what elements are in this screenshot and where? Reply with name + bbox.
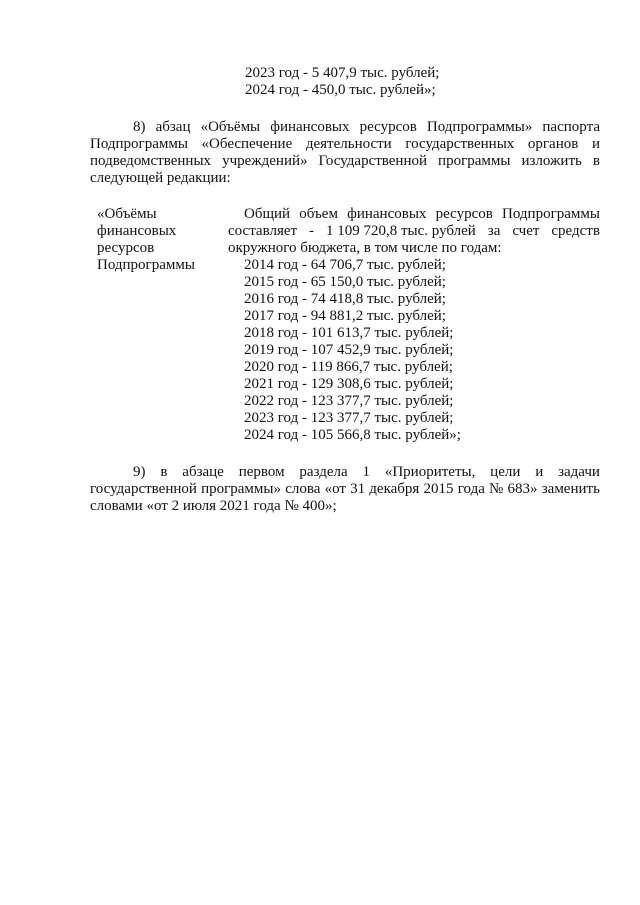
para9-line3: словами «от 2 июля 2021 года № 400»; bbox=[90, 498, 337, 514]
word: Подпрограммы bbox=[90, 136, 188, 152]
word: составляет bbox=[228, 223, 298, 239]
word: Государственной bbox=[318, 153, 428, 169]
word: цели bbox=[490, 464, 521, 480]
year-line-2020: 2020 год - 119 866,7 тыс. рублей; bbox=[244, 359, 453, 375]
top-year-line-2024: 2024 год - 450,0 тыс. рублей»; bbox=[245, 82, 436, 98]
word: в bbox=[160, 464, 168, 480]
year-line-2016: 2016 год - 74 418,8 тыс. рублей; bbox=[244, 291, 446, 307]
word: изложить bbox=[521, 153, 582, 169]
table-right-line3: окружного бюджета, в том числе по годам: bbox=[228, 240, 502, 256]
word: 9) bbox=[133, 464, 146, 480]
table-right-line1 bbox=[244, 206, 600, 223]
year-line-2024: 2024 год - 105 566,8 тыс. рублей»; bbox=[244, 427, 461, 443]
word: финансовых bbox=[347, 206, 427, 222]
word: Подпрограммы» bbox=[426, 119, 533, 135]
word: и bbox=[591, 136, 600, 152]
table-right-line2 bbox=[228, 223, 600, 240]
word: органов bbox=[527, 136, 579, 152]
word: в bbox=[592, 153, 600, 169]
table-left-cell bbox=[97, 206, 217, 274]
word: 683» bbox=[507, 481, 538, 497]
word: абзац bbox=[155, 119, 191, 135]
word: и bbox=[535, 464, 544, 480]
word: 8) bbox=[133, 119, 146, 135]
word: 31 bbox=[350, 481, 366, 497]
word: № bbox=[489, 481, 504, 497]
word: декабря bbox=[369, 481, 420, 497]
word: Подпрограммы bbox=[502, 206, 600, 222]
year-line-2015: 2015 год - 65 150,0 тыс. рублей; bbox=[244, 274, 446, 290]
word: 1 109 720,8 тыс. рублей bbox=[325, 223, 476, 239]
word: слова bbox=[285, 481, 321, 497]
year-line-2022: 2022 год - 123 377,7 тыс. рублей; bbox=[244, 393, 454, 409]
word: деятельности bbox=[305, 136, 392, 152]
word: - bbox=[309, 223, 315, 239]
word: года bbox=[457, 481, 485, 497]
word: «Обеспечение bbox=[201, 136, 293, 152]
para9-line2 bbox=[90, 481, 600, 498]
para8-line4: следующей редакции: bbox=[90, 170, 231, 186]
para8-line2 bbox=[90, 136, 600, 153]
year-line-2021: 2021 год - 129 308,6 тыс. рублей; bbox=[244, 376, 454, 392]
word: заменить bbox=[541, 481, 600, 497]
word: счет bbox=[512, 223, 540, 239]
para8-line1 bbox=[133, 119, 600, 136]
word: абзаце bbox=[182, 464, 224, 480]
top-year-line-2023: 2023 год - 5 407,9 тыс. рублей; bbox=[245, 65, 440, 81]
word: государственной bbox=[90, 481, 197, 497]
year-line-2017: 2017 год - 94 881,2 тыс. рублей; bbox=[244, 308, 446, 324]
left-cell-line: «Объёмы bbox=[97, 206, 157, 222]
word: за bbox=[487, 223, 501, 239]
word: «Объёмы bbox=[200, 119, 261, 135]
word: государственных bbox=[405, 136, 515, 152]
word: программы» bbox=[201, 481, 281, 497]
word: программы bbox=[438, 153, 511, 169]
word: первом bbox=[238, 464, 285, 480]
word: объем bbox=[299, 206, 338, 222]
word: раздела bbox=[299, 464, 348, 480]
word: «Приоритеты, bbox=[384, 464, 476, 480]
word: подведомственных bbox=[90, 153, 212, 169]
year-line-2023: 2023 год - 123 377,7 тыс. рублей; bbox=[244, 410, 454, 426]
word: паспорта bbox=[542, 119, 600, 135]
word: ресурсов bbox=[435, 206, 493, 222]
word: задачи bbox=[558, 464, 600, 480]
word: учреждений» bbox=[222, 153, 308, 169]
para9-line1 bbox=[133, 464, 600, 481]
word: 1 bbox=[362, 464, 370, 480]
word: «от bbox=[324, 481, 346, 497]
word: Общий bbox=[244, 206, 291, 222]
year-line-2019: 2019 год - 107 452,9 тыс. рублей; bbox=[244, 342, 454, 358]
left-cell-line: Подпрограммы bbox=[97, 257, 195, 273]
word: ресурсов bbox=[359, 119, 417, 135]
left-cell-line: ресурсов bbox=[97, 240, 155, 256]
year-line-2018: 2018 год - 101 613,7 тыс. рублей; bbox=[244, 325, 454, 341]
word: финансовых bbox=[270, 119, 350, 135]
word: средств bbox=[551, 223, 600, 239]
year-line-2014: 2014 год - 64 706,7 тыс. рублей; bbox=[244, 257, 446, 273]
para8-line3 bbox=[90, 153, 600, 170]
word: 2015 bbox=[423, 481, 454, 497]
left-cell-line: финансовых bbox=[97, 223, 177, 239]
